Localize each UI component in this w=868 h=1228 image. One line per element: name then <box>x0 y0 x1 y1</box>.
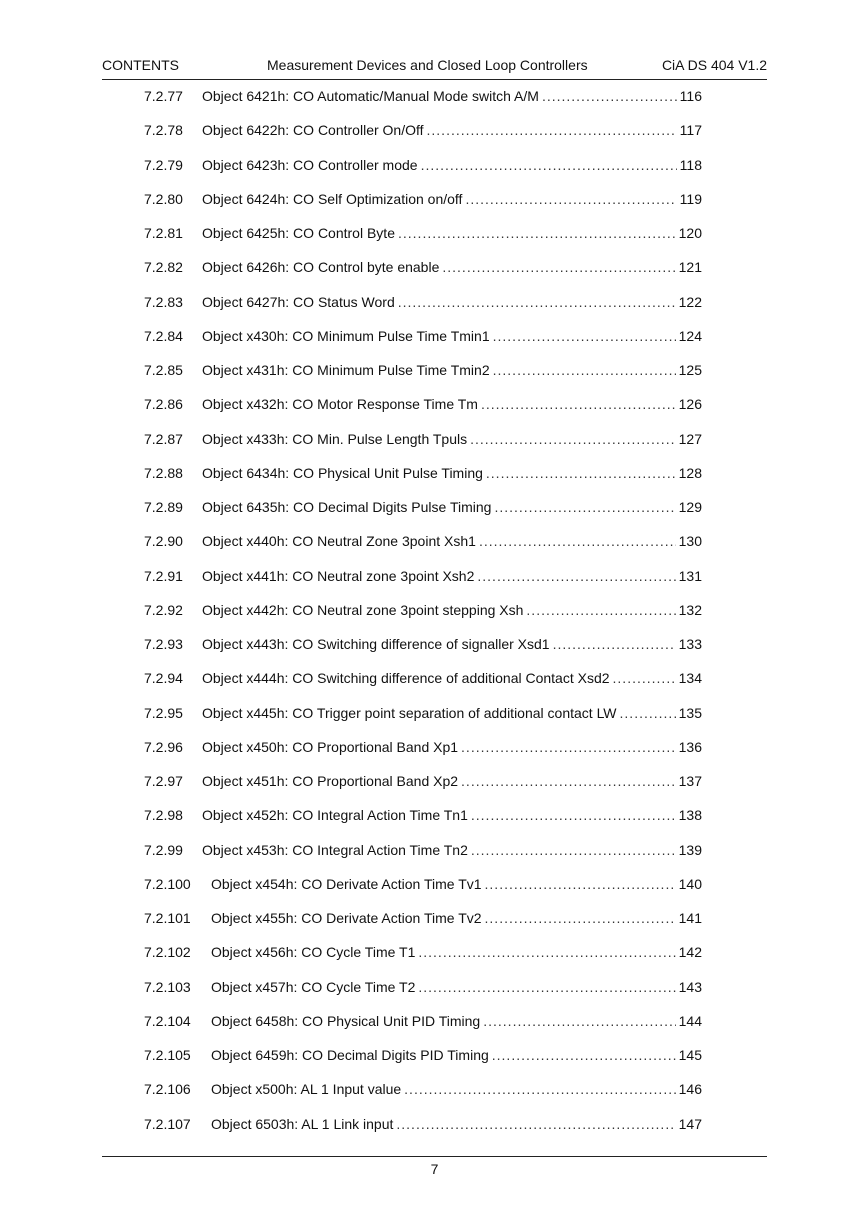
toc-entry-page[interactable]: 116 <box>679 88 702 104</box>
toc-entry-line <box>211 1081 702 1097</box>
toc-dot-leader <box>465 191 676 207</box>
toc-entry-title[interactable]: Object x450h: CO Proportional Band Xp1 <box>202 738 459 755</box>
toc-entry-line <box>202 670 702 686</box>
header-document-title: Measurement Devices and Closed Loop Controllers <box>267 57 588 73</box>
toc-entry-page[interactable]: 118 <box>679 156 702 173</box>
toc-entry-page[interactable]: 133 <box>678 636 702 652</box>
toc-entry-line <box>202 807 702 823</box>
toc-dot-leader <box>461 773 676 789</box>
toc-entry-line <box>202 842 702 858</box>
toc-entry-number: 7.2.98 <box>144 807 183 824</box>
toc-entry-title[interactable]: Object 6426h: CO Control byte enable <box>202 259 440 276</box>
toc-dot-leader <box>398 225 676 241</box>
toc-dot-leader <box>620 705 676 721</box>
toc-entry-number: 7.2.87 <box>144 430 183 447</box>
toc-entry-page[interactable]: 121 <box>678 259 702 276</box>
toc-entry-title[interactable]: Object 6434h: CO Physical Unit Pulse Timing <box>202 464 483 481</box>
toc-entry-number: 7.2.104 <box>144 1012 191 1029</box>
toc-entry-line <box>211 876 702 892</box>
toc-entry-page[interactable]: 131 <box>678 567 702 584</box>
toc-dot-leader <box>553 636 676 652</box>
toc-entry-line <box>202 568 702 584</box>
toc-dot-leader <box>613 670 676 686</box>
toc-entry-line <box>211 1013 702 1029</box>
toc-entry[interactable] <box>0 873 868 895</box>
toc-entry-number: 7.2.101 <box>144 910 191 926</box>
toc-entry-line <box>211 910 702 926</box>
toc-dot-leader <box>479 533 676 549</box>
toc-entry-number: 7.2.92 <box>144 601 183 618</box>
toc-entry-page[interactable]: 124 <box>678 327 702 344</box>
toc-entry[interactable] <box>0 839 868 861</box>
toc-dot-leader <box>485 910 676 926</box>
toc-entry-page[interactable]: 147 <box>678 1115 702 1132</box>
toc-entry[interactable] <box>0 222 868 244</box>
toc-entry[interactable] <box>0 736 868 758</box>
toc-entry-page[interactable]: 146 <box>678 1081 702 1098</box>
toc-entry[interactable] <box>0 393 868 415</box>
toc-entry-number: 7.2.90 <box>144 533 183 550</box>
toc-entry-title[interactable]: Object x455h: CO Derivate Action Time Tv2 <box>211 910 482 926</box>
toc-entry-page[interactable]: 138 <box>678 807 702 824</box>
toc-dot-leader <box>483 1013 675 1029</box>
toc-entry-title[interactable]: Object x451h: CO Proportional Band Xp2 <box>202 773 459 789</box>
page-footer <box>102 1156 767 1177</box>
toc-dot-leader <box>481 396 676 412</box>
toc-entry-title[interactable]: Object x431h: CO Minimum Pulse Time Tmin2 <box>202 362 490 378</box>
toc-entry-title[interactable]: Object x452h: CO Integral Action Time Tn1 <box>202 807 468 824</box>
toc-entry[interactable] <box>0 633 868 655</box>
toc-dot-leader <box>493 362 676 378</box>
toc-entry[interactable] <box>0 702 868 724</box>
toc-entry-line <box>202 122 702 138</box>
toc-entry-title[interactable]: Object x444h: CO Switching difference of additional Contact Xsd2 <box>202 670 610 687</box>
toc-entry-number: 7.2.97 <box>144 773 183 789</box>
toc-entry-number: 7.2.96 <box>144 738 183 755</box>
toc-entry-number: 7.2.106 <box>144 1081 191 1098</box>
toc-entry-number: 7.2.83 <box>144 293 183 310</box>
toc-entry[interactable] <box>0 565 868 587</box>
toc-entry[interactable] <box>0 256 868 278</box>
toc-entry-title[interactable]: Object x441h: CO Neutral zone 3point Xsh2 <box>202 567 475 584</box>
toc-entry-line <box>202 191 702 207</box>
toc-dot-leader <box>461 739 676 755</box>
toc-entry-line <box>202 328 702 344</box>
toc-entry-title[interactable]: Object 6459h: CO Decimal Digits PID Timing <box>211 1047 489 1063</box>
page-header <box>102 55 767 80</box>
toc-entry-title[interactable]: Object 6421h: CO Automatic/Manual Mode switch A/M <box>202 88 539 104</box>
toc-entry[interactable] <box>0 85 868 107</box>
toc-entry-page[interactable]: 119 <box>679 190 702 207</box>
toc-dot-leader <box>486 465 676 481</box>
toc-entry-title[interactable]: Object x445h: CO Trigger point separation of additional contact LW <box>202 704 617 721</box>
toc-entry-title[interactable]: Object 6422h: CO Controller On/Off <box>202 122 424 139</box>
toc-entry-line <box>202 636 702 652</box>
toc-entry-number: 7.2.103 <box>144 978 191 995</box>
toc-entry-line <box>202 88 702 104</box>
toc-entry-page[interactable]: 136 <box>678 738 702 755</box>
toc-entry-line <box>211 1047 702 1063</box>
toc-entry-page[interactable]: 144 <box>678 1012 702 1029</box>
toc-entry-line <box>202 739 702 755</box>
toc-entry-page[interactable]: 129 <box>678 499 702 515</box>
toc-entry-page[interactable]: 141 <box>678 910 702 926</box>
toc-entry-title[interactable]: Object 6425h: CO Control Byte <box>202 225 395 241</box>
toc-entry-page[interactable]: 125 <box>678 362 702 378</box>
toc-entry[interactable] <box>0 462 868 484</box>
toc-entry-title[interactable]: Object x443h: CO Switching difference of signaller Xsd1 <box>202 636 550 652</box>
toc-entry-number: 7.2.77 <box>144 88 183 104</box>
toc-dot-leader <box>418 979 675 995</box>
toc-entry-page[interactable]: 143 <box>678 978 702 995</box>
toc-entry-title[interactable]: Object x430h: CO Minimum Pulse Time Tmin1 <box>202 327 490 344</box>
toc-entry-line <box>211 979 702 995</box>
toc-entry-number: 7.2.94 <box>144 670 183 687</box>
toc-dot-leader <box>396 1116 675 1132</box>
toc-dot-leader <box>494 499 675 515</box>
toc-entry-number: 7.2.78 <box>144 122 183 139</box>
toc-dot-leader <box>471 842 676 858</box>
toc-entry-page[interactable]: 117 <box>679 122 702 139</box>
toc-entry-line <box>202 294 702 310</box>
toc-entry-line <box>202 259 702 275</box>
toc-entry-page[interactable]: 139 <box>678 841 702 858</box>
toc-dot-leader <box>526 602 675 618</box>
toc-dot-leader <box>470 431 676 447</box>
toc-entry-title[interactable]: Object 6424h: CO Self Optimization on/off <box>202 190 463 207</box>
toc-entry-page[interactable]: 130 <box>678 533 702 550</box>
header-section-label: CONTENTS <box>102 57 179 73</box>
toc-entry[interactable] <box>0 770 868 792</box>
toc-entry-title[interactable]: Object x440h: CO Neutral Zone 3point Xsh1 <box>202 533 476 550</box>
toc-entry-number: 7.2.100 <box>144 875 191 892</box>
toc-entry-line <box>202 465 702 481</box>
toc-entry-number: 7.2.107 <box>144 1115 191 1132</box>
toc-entry-number: 7.2.79 <box>144 156 183 173</box>
toc-entry-page[interactable]: 126 <box>678 396 702 413</box>
toc-entry-page[interactable]: 128 <box>678 464 702 481</box>
toc-entry-page[interactable]: 140 <box>678 875 702 892</box>
toc-entry[interactable] <box>0 976 868 998</box>
toc-entry-line <box>202 362 702 378</box>
toc-entry[interactable] <box>0 804 868 826</box>
toc-entry-number: 7.2.91 <box>144 567 183 584</box>
toc-entry[interactable] <box>0 1113 868 1135</box>
toc-entry-number: 7.2.86 <box>144 396 183 413</box>
toc-entry-line <box>202 396 702 412</box>
toc-entry-page[interactable]: 120 <box>678 225 702 241</box>
toc-entry-page[interactable]: 132 <box>678 601 702 618</box>
toc-entry-line <box>202 533 702 549</box>
toc-dot-leader <box>471 807 676 823</box>
toc-entry-number: 7.2.102 <box>144 944 191 961</box>
toc-entry[interactable] <box>0 119 868 141</box>
toc-entry-line <box>202 431 702 447</box>
toc-entry-title[interactable]: Object x454h: CO Derivate Action Time Tv1 <box>211 875 482 892</box>
toc-entry-number: 7.2.85 <box>144 362 183 378</box>
toc-entry[interactable] <box>0 325 868 347</box>
toc-dot-leader <box>398 294 676 310</box>
toc-entry-page[interactable]: 137 <box>678 773 702 789</box>
toc-entry-title[interactable]: Object 6458h: CO Physical Unit PID Timing <box>211 1012 481 1029</box>
toc-entry[interactable] <box>0 154 868 176</box>
toc-entry-number: 7.2.88 <box>144 464 183 481</box>
toc-entry-line <box>202 499 702 515</box>
toc-entry-page[interactable]: 122 <box>678 293 702 310</box>
toc-entry-line <box>202 773 702 789</box>
toc-dot-leader <box>492 1047 676 1063</box>
toc-entry[interactable] <box>0 1078 868 1100</box>
toc-entry-page[interactable]: 142 <box>678 944 702 961</box>
page-number: 7 <box>430 1161 439 1177</box>
toc-entry-line <box>202 705 702 721</box>
toc-entry-page[interactable]: 135 <box>678 704 702 721</box>
toc-dot-leader <box>404 1081 675 1097</box>
toc-entry-number: 7.2.95 <box>144 704 183 721</box>
toc-entry-title[interactable]: Object x453h: CO Integral Action Time Tn2 <box>202 841 468 858</box>
toc-entry-title[interactable]: Object x500h: AL 1 Input value <box>211 1081 402 1098</box>
toc-entry[interactable] <box>0 530 868 552</box>
toc-dot-leader <box>493 328 676 344</box>
toc-entry-page[interactable]: 127 <box>678 430 702 447</box>
toc-entry-number: 7.2.80 <box>144 190 183 207</box>
toc-entry-number: 7.2.89 <box>144 499 183 515</box>
toc-dot-leader <box>477 568 675 584</box>
toc-entry-title[interactable]: Object x456h: CO Cycle Time T1 <box>211 944 416 961</box>
header-document-id: CiA DS 404 V1.2 <box>661 57 767 73</box>
toc-entry-title[interactable]: Object 6427h: CO Status Word <box>202 293 395 310</box>
toc-entry-page[interactable]: 145 <box>678 1047 702 1063</box>
toc-entry-line <box>211 944 702 960</box>
toc-entry-title[interactable]: Object x442h: CO Neutral zone 3point stepping Xsh <box>202 601 524 618</box>
toc-entry-page[interactable]: 134 <box>678 670 702 687</box>
toc-dot-leader <box>442 259 675 275</box>
toc-dot-leader <box>427 122 677 138</box>
toc-entry-number: 7.2.84 <box>144 327 183 344</box>
toc-entry-title[interactable]: Object 6423h: CO Controller mode <box>202 156 418 173</box>
toc-dot-leader <box>418 944 675 960</box>
toc-entry-line <box>202 602 702 618</box>
toc-entry[interactable] <box>0 359 868 381</box>
toc-entry[interactable] <box>0 1044 868 1066</box>
toc-entry-line <box>202 225 702 241</box>
toc-entry[interactable] <box>0 1010 868 1032</box>
toc-entry-line <box>202 157 702 173</box>
toc-entry[interactable] <box>0 941 868 963</box>
toc-entry[interactable] <box>0 496 868 518</box>
toc-dot-leader <box>421 157 677 173</box>
toc-dot-leader <box>542 88 677 104</box>
toc-entry-title[interactable]: Object 6503h: AL 1 Link input <box>211 1115 394 1132</box>
toc-entry[interactable] <box>0 907 868 929</box>
toc-entry-number: 7.2.93 <box>144 636 183 652</box>
toc-entry-number: 7.2.81 <box>144 225 183 241</box>
toc-entry[interactable] <box>0 667 868 689</box>
toc-entry-line <box>211 1116 702 1132</box>
toc-entry[interactable] <box>0 291 868 313</box>
toc-entry-number: 7.2.99 <box>144 841 183 858</box>
toc-entry-number: 7.2.82 <box>144 259 183 276</box>
toc-entry-title[interactable]: Object 6435h: CO Decimal Digits Pulse Timing <box>202 499 492 515</box>
toc-entry[interactable] <box>0 428 868 450</box>
toc-entry[interactable] <box>0 188 868 210</box>
toc-entry[interactable] <box>0 599 868 621</box>
toc-entry-title[interactable]: Object x432h: CO Motor Response Time Tm <box>202 396 478 413</box>
toc-entry-title[interactable]: Object x433h: CO Min. Pulse Length Tpuls <box>202 430 468 447</box>
toc-dot-leader <box>485 876 676 892</box>
toc-entry-number: 7.2.105 <box>144 1047 191 1063</box>
toc-entry-title[interactable]: Object x457h: CO Cycle Time T2 <box>211 978 416 995</box>
